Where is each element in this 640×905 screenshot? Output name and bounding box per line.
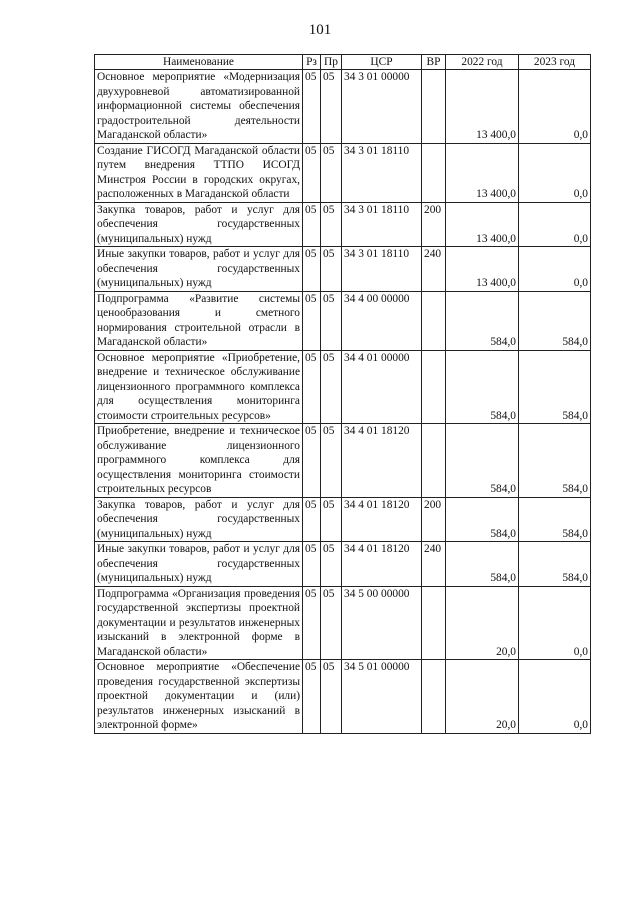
table-row [95,143,591,202]
row-2023: 0,0 [519,70,591,144]
row-vr [422,143,446,202]
row-csr: 34 4 01 18120 [342,424,422,498]
row-2023: 584,0 [519,350,591,424]
row-2023: 0,0 [519,660,591,734]
row-csr: 34 4 01 18120 [342,497,422,542]
row-name: Основное мероприятие «Обеспечение проведения государственной экспертизы проектной документации и (или) результатов инженерных изысканий в электронной форме» [95,660,303,734]
row-name: Создание ГИСОГД Магаданской области путем внедрения ТТПО ИСОГД Минстроя России в городских округах, расположенных в Магаданской области [95,143,303,202]
row-rz: 05 [303,70,321,144]
row-name: Приобретение, внедрение и техническое обслуживание лицензионного программного комплекса для осуществления мониторинга стоимости строительных ресурсов [95,424,303,498]
row-2023: 0,0 [519,202,591,247]
header-2023: 2023 год [519,55,591,70]
row-pr: 05 [321,70,342,144]
row-csr: 34 5 00 00000 [342,586,422,660]
row-name: Иные закупки товаров, работ и услуг для обеспечения государственных (муниципальных) нужд [95,542,303,587]
row-vr: 240 [422,247,446,292]
row-2022: 584,0 [446,424,519,498]
row-rz: 05 [303,247,321,292]
row-rz: 05 [303,424,321,498]
row-rz: 05 [303,660,321,734]
row-rz: 05 [303,542,321,587]
row-2022: 13 400,0 [446,143,519,202]
row-csr: 34 3 01 18110 [342,143,422,202]
row-name: Закупка товаров, работ и услуг для обеспечения государственных (муниципальных) нужд [95,202,303,247]
header-vr: ВР [422,55,446,70]
table-row [95,497,591,542]
row-csr: 34 4 00 00000 [342,291,422,350]
row-2022: 13 400,0 [446,70,519,144]
row-2022: 584,0 [446,291,519,350]
row-rz: 05 [303,291,321,350]
row-csr: 34 3 01 18110 [342,202,422,247]
row-rz: 05 [303,497,321,542]
header-pr: Пр [321,55,342,70]
row-vr [422,70,446,144]
row-pr: 05 [321,143,342,202]
row-name: Основное мероприятие «Модернизация двухуровневой автоматизированной информационной системы обеспечения градостроительной деятельности Магаданской области» [95,70,303,144]
row-2023: 584,0 [519,424,591,498]
row-csr: 34 4 01 00000 [342,350,422,424]
row-name: Подпрограмма «Развитие системы ценообразования и сметного нормирования строительной отрасли в Магаданской области» [95,291,303,350]
row-vr: 240 [422,542,446,587]
row-vr [422,586,446,660]
row-pr: 05 [321,497,342,542]
row-csr: 34 3 01 00000 [342,70,422,144]
budget-table [94,54,591,734]
row-pr: 05 [321,291,342,350]
row-csr: 34 4 01 18120 [342,542,422,587]
header-2022: 2022 год [446,55,519,70]
row-vr: 200 [422,497,446,542]
row-csr: 34 5 01 00000 [342,660,422,734]
row-2023: 584,0 [519,542,591,587]
table-row [95,291,591,350]
table-row [95,350,591,424]
row-vr [422,291,446,350]
header-name: Наименование [95,55,303,70]
row-vr: 200 [422,202,446,247]
row-csr: 34 3 01 18110 [342,247,422,292]
row-name: Подпрограмма «Организация проведения государственной экспертизы проектной документации и результатов инженерных изысканий в электронной форме в Магаданской области» [95,586,303,660]
row-2022: 20,0 [446,660,519,734]
table-row [95,424,591,498]
table-row [95,70,591,144]
row-2023: 584,0 [519,497,591,542]
table-row [95,202,591,247]
row-2023: 0,0 [519,586,591,660]
row-rz: 05 [303,202,321,247]
row-name: Иные закупки товаров, работ и услуг для обеспечения государственных (муниципальных) нужд [95,247,303,292]
row-2023: 584,0 [519,291,591,350]
row-vr [422,660,446,734]
row-2022: 13 400,0 [446,247,519,292]
table-row [95,247,591,292]
row-rz: 05 [303,586,321,660]
row-pr: 05 [321,542,342,587]
row-name: Основное мероприятие «Приобретение, внедрение и техническое обслуживание лицензионного программного комплекса для осуществления мониторинга стоимости строительных ресурсов» [95,350,303,424]
row-2022: 584,0 [446,542,519,587]
page-number: 101 [308,22,332,38]
table-header-row [95,55,591,70]
table-row [95,586,591,660]
row-name: Закупка товаров, работ и услуг для обеспечения государственных (муниципальных) нужд [95,497,303,542]
row-2023: 0,0 [519,247,591,292]
row-rz: 05 [303,350,321,424]
row-vr [422,424,446,498]
row-pr: 05 [321,350,342,424]
row-2023: 0,0 [519,143,591,202]
row-pr: 05 [321,247,342,292]
header-csr: ЦСР [342,55,422,70]
row-2022: 20,0 [446,586,519,660]
row-vr [422,350,446,424]
header-rz: Рз [303,55,321,70]
row-pr: 05 [321,424,342,498]
row-pr: 05 [321,660,342,734]
table-row [95,660,591,734]
row-2022: 584,0 [446,497,519,542]
row-pr: 05 [321,586,342,660]
row-rz: 05 [303,143,321,202]
row-pr: 05 [321,202,342,247]
row-2022: 13 400,0 [446,202,519,247]
row-2022: 584,0 [446,350,519,424]
table-row [95,542,591,587]
